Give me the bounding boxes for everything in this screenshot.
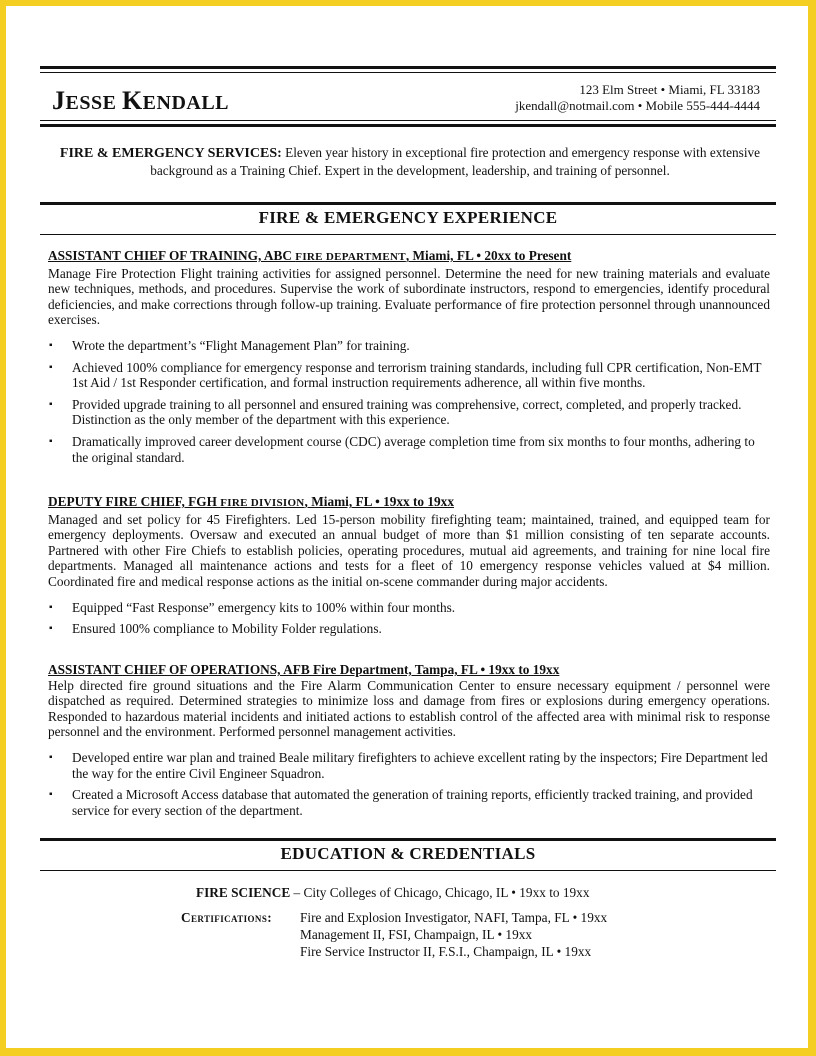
bullet-text: Developed entire war plan and trained Beale military firefighters to achieve excellent rating by the inspectors; Fire Department led the way for the entire Civil Engineer Squadron. (72, 749, 768, 781)
experience-heading: FIRE & EMERGENCY EXPERIENCE (258, 208, 558, 227)
name-last-initial: K (121, 86, 143, 115)
job-description: Help directed fire ground situations and the Fire Alarm Communication Center to ensure necessary equipment / personnel were dispatched as required. Determined strategies to minimize loss and damage from fires or explosions during emergency operations. Responded to hazardous material incidents and initiated actions to establish control of the affected area with minimal risk to response personnel and the environment. Performed personnel management activities. (48, 677, 770, 740)
address-line: 123 Elm Street • Miami, FL 33183 (579, 82, 760, 97)
job-heading (48, 248, 770, 266)
education-heading: EDUCATION & CREDENTIALS (280, 844, 536, 863)
bullet-text: Created a Microsoft Access database that automated the generation of training reports, efficiently tracked training, and provided service for every section of the department. (72, 787, 753, 818)
list-item (48, 338, 770, 354)
bullet-icon: ▪ (49, 789, 53, 801)
job-deputy-fire-chief (48, 494, 770, 643)
job-bullets (48, 600, 770, 637)
job-employer: FIRE DEPARTMENT (295, 251, 406, 263)
certifications-list (300, 909, 607, 960)
candidate-name (52, 86, 229, 116)
education-rule-bottom (40, 870, 776, 871)
contact-block (515, 82, 760, 114)
header-rule-thin (40, 120, 776, 121)
job-employer: FIRE DIVISION (220, 497, 305, 509)
list-item (48, 750, 770, 781)
list-item (48, 397, 770, 428)
job-location-dates: , Miami, FL • 19xx to 19xx (304, 494, 454, 509)
degree-line (196, 884, 589, 901)
bullet-icon: ▪ (49, 398, 53, 410)
job-assistant-chief-training (48, 248, 770, 471)
bullet-text: Wrote the department’s “Flight Management Plan” for training. (72, 337, 410, 353)
bullet-icon: ▪ (49, 601, 53, 613)
job-assistant-chief-operations (48, 662, 770, 824)
summary (56, 145, 764, 179)
job-description: Manage Fire Protection Flight training activities for assigned personnel. Determine the need for new training materials and evaluate new techniques, methods, and procedures. Supervise the work of subordinate instructors, respond to emergencies, identify procedural deficiencies, and make corrections through follow-up training. Evaluate performance of fire protection personnel through unannounced exercises. (48, 265, 770, 328)
name-last: ENDALL (142, 92, 230, 114)
resume-page (6, 6, 808, 1048)
top-rule (40, 66, 776, 69)
experience-rule (40, 202, 776, 205)
job-title: ASSISTANT CHIEF OF OPERATIONS, AFB Fire Department, Tampa, FL • 19xx to 19xx (48, 662, 560, 677)
email-mobile-line: jkendall@notmail.com • Mobile 555-444-4444 (515, 98, 760, 113)
name-initial: J (52, 86, 66, 115)
cert-item: Management II, FSI, Champaign, IL • 19xx (300, 927, 533, 942)
job-heading (48, 662, 770, 678)
job-heading (48, 494, 770, 512)
certifications-label: Certifications: (181, 910, 273, 925)
education-rule (40, 838, 776, 841)
bullet-icon: ▪ (49, 751, 53, 763)
job-bullets (48, 338, 770, 465)
list-item (48, 360, 770, 391)
header-rule (40, 124, 776, 127)
bullet-icon: ▪ (49, 361, 53, 373)
bullet-icon: ▪ (49, 623, 53, 635)
bullet-text: Dramatically improved career development course (CDC) average completion time from six months to four months, adhering to the original standard. (72, 433, 755, 465)
cert-item: Fire Service Instructor II, F.S.I., Champaign, IL • 19xx (300, 944, 592, 959)
summary-label: FIRE & EMERGENCY SERVICES: (59, 146, 282, 161)
list-item (48, 787, 770, 818)
bullet-icon: ▪ (49, 339, 53, 351)
bullet-icon: ▪ (49, 435, 53, 447)
cert-item: Fire and Explosion Investigator, NAFI, Tampa, FL • 19xx (300, 910, 608, 925)
degree-label: FIRE SCIENCE (196, 885, 291, 900)
bullet-text: Ensured 100% compliance to Mobility Folder regulations. (72, 621, 382, 637)
bullet-text: Provided upgrade training to all personnel and ensured training was comprehensive, correct, completed, and properly tracked. Distinction as the only member of the department with this experience. (72, 396, 742, 428)
name-first: ESSE (65, 92, 117, 114)
bullet-text: Equipped “Fast Response” emergency kits to 100% within four months. (72, 599, 456, 615)
bullet-text: Achieved 100% compliance for emergency response and terrorism training standards, including full CPR certification, Non-EMT 1st Aid / 1st Responder certification, and formal instruction requirements adherence, all within five months. (72, 359, 762, 391)
summary-text: Eleven year history in exceptional fire protection and emergency response with extensive background as a Training Chief. Expert in the development, leadership, and training of personnel. (150, 145, 761, 178)
job-bullets (48, 750, 770, 818)
list-item (48, 434, 770, 465)
degree-text: – City Colleges of Chicago, Chicago, IL • 19xx to 19xx (290, 885, 590, 900)
list-item (48, 600, 770, 616)
job-title: DEPUTY FIRE CHIEF, FGH (48, 494, 221, 509)
list-item (48, 621, 770, 637)
job-description: Managed and set policy for 45 Firefighters. Led 15-person mobility firefighting team; maintained, trained, and equipped team for emergency deployments. Oversaw and executed an annual budget of more than $1 million consisting of ten separate accounts. Partnered with other Fire Chiefs to establish policies, operating procedures, mutual aid agreements, and training for nine local fire departments. Managed all maintenance actions and tests for a fleet of 10 emergency response vehicles valued at $4 million. Coordinated fire and medical response actions as the initial on-scene commander during major accidents. (48, 511, 770, 589)
top-rule-thin (40, 72, 776, 73)
job-location-dates: , Miami, FL • 20xx to Present (405, 248, 572, 263)
job-title: ASSISTANT CHIEF OF TRAINING, ABC (48, 248, 296, 263)
experience-rule-bottom (40, 234, 776, 235)
